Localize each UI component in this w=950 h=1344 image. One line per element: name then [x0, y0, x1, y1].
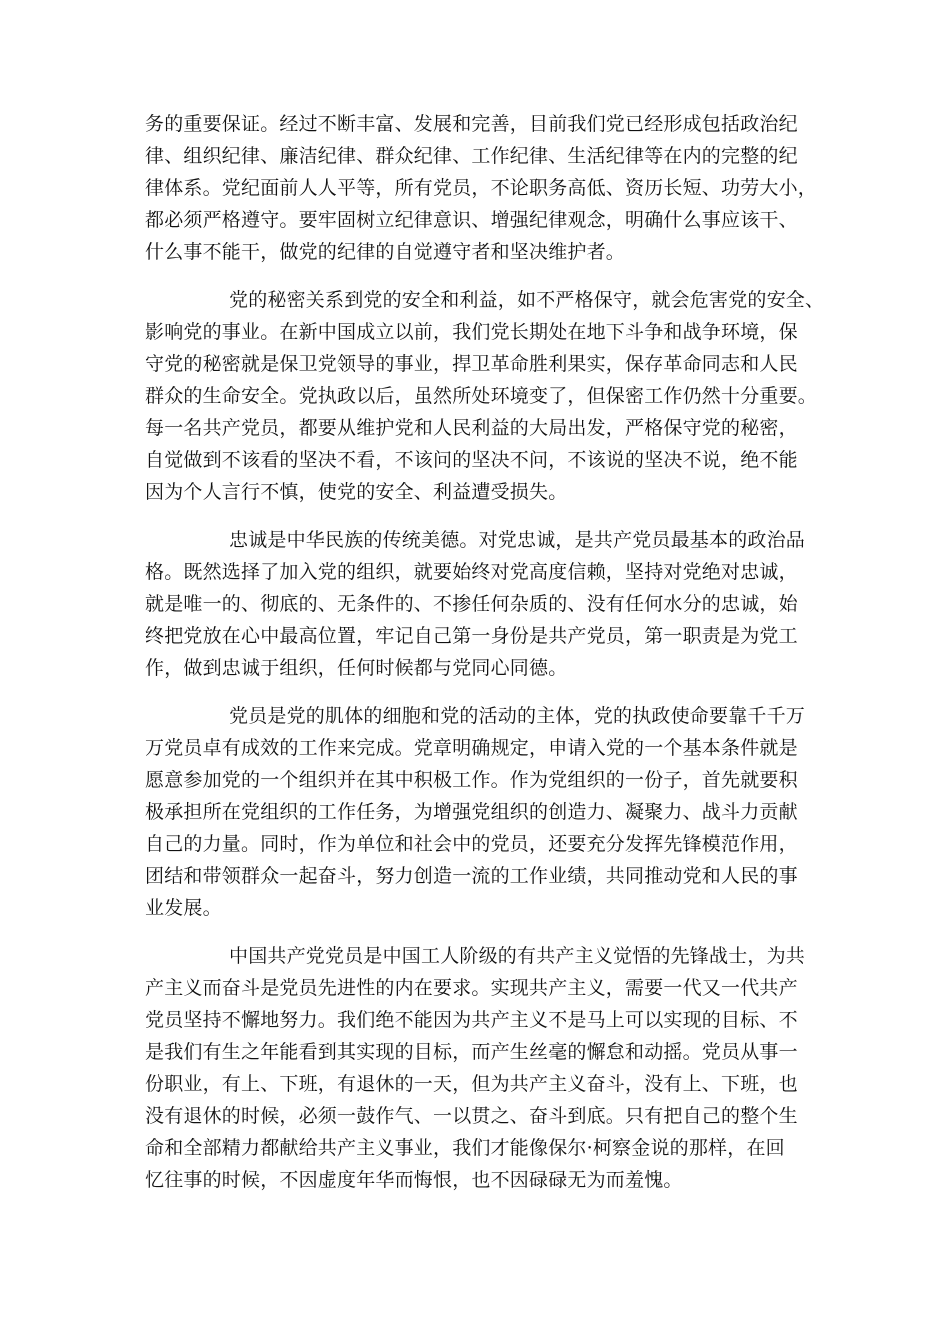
- text-line: 律、组织纪律、廉洁纪律、群众纪律、工作纪律、生活纪律等在内的完整的纪: [145, 145, 798, 167]
- text-line: 自觉做到不该看的坚决不看，不该问的坚决不问，不该说的坚决不说，绝不能: [145, 449, 798, 471]
- text-line: 格。既然选择了加入党的组织，就要始终对党高度信赖，坚持对党绝对忠诚，: [145, 561, 798, 583]
- text-line: 党员坚持不懈地努力。我们绝不能因为共产主义不是马上可以实现的目标、不: [145, 1009, 798, 1031]
- text-line: 守党的秘密就是保卫党领导的事业，捍卫革命胜利果实，保存革命同志和人民: [145, 353, 798, 375]
- text-line: 群众的生命安全。党执政以后，虽然所处环境变了，但保密工作仍然十分重要。: [145, 385, 818, 407]
- text-line: 团结和带领群众一起奋斗，努力创造一流的工作业绩，共同推动党和人民的事: [145, 865, 798, 887]
- text-line: 就是唯一的、彻底的、无条件的、不掺任何杂质的、没有任何水分的忠诚，始: [145, 593, 798, 615]
- text-line: 务的重要保证。经过不断丰富、发展和完善，目前我们党已经形成包括政治纪: [145, 113, 798, 135]
- text-line: 影响党的事业。在新中国成立以前，我们党长期处在地下斗争和战争环境，保: [145, 321, 798, 343]
- text-line: 中国共产党党员是中国工人阶级的有共产主义觉悟的先锋战士，为共: [229, 945, 806, 967]
- text-line: 极承担所在党组织的工作任务，为增强党组织的创造力、凝聚力、战斗力贡献: [145, 801, 798, 823]
- text-line: 忠诚是中华民族的传统美德。对党忠诚，是共产党员最基本的政治品: [229, 529, 806, 551]
- document-body: [145, 108, 825, 1196]
- text-line: 因为个人言行不慎，使党的安全、利益遭受损失。: [145, 481, 568, 503]
- text-line: 作，做到忠诚于组织，任何时候都与党同心同德。: [145, 657, 568, 679]
- text-line: 党的秘密关系到党的安全和利益，如不严格保守，就会危害党的安全、: [229, 289, 825, 311]
- text-line: 业发展。: [145, 897, 222, 919]
- text-line: 万党员卓有成效的工作来完成。党章明确规定，申请入党的一个基本条件就是: [145, 737, 798, 759]
- text-line: 没有退休的时候，必须一鼓作气、一以贯之、奋斗到底。只有把自己的整个生: [145, 1105, 798, 1127]
- text-line: 自己的力量。同时，作为单位和社会中的党员，还要充分发挥先锋模范作用，: [145, 833, 798, 855]
- text-line: 什么事不能干，做党的纪律的自觉遵守者和坚决维护者。: [145, 241, 626, 263]
- text-line: 命和全部精力都献给共产主义事业，我们才能像保尔·柯察金说的那样，在回: [145, 1137, 785, 1159]
- text-line: 忆往事的时候，不因虚度年华而悔恨，也不因碌碌无为而羞愧。: [145, 1169, 683, 1191]
- paragraph-discipline: [145, 108, 818, 268]
- paragraph-communism: [145, 940, 815, 1196]
- text-line: 是我们有生之年能看到其实现的目标，而产生丝毫的懈怠和动摇。党员从事一: [145, 1041, 798, 1063]
- text-line: 产主义而奋斗是党员先进性的内在要求。实现共产主义，需要一代又一代共产: [145, 977, 798, 999]
- text-line: 终把党放在心中最高位置，牢记自己第一身份是共产党员，第一职责是为党工: [145, 625, 798, 647]
- text-line: 党员是党的肌体的细胞和党的活动的主体，党的执政使命要靠千千万: [229, 705, 806, 727]
- paragraph-organization: [145, 700, 815, 924]
- text-line: 每一名共产党员，都要从维护党和人民利益的大局出发，严格保守党的秘密，: [145, 417, 798, 439]
- text-line: 律体系。党纪面前人人平等，所有党员，不论职务高低、资历长短、功劳大小，: [145, 177, 818, 199]
- paragraph-secrets: [145, 284, 825, 508]
- text-line: 愿意参加党的一个组织并在其中积极工作。作为党组织的一份子，首先就要积: [145, 769, 798, 791]
- paragraph-loyalty: [145, 524, 815, 684]
- text-line: 份职业，有上、下班，有退休的一天，但为共产主义奋斗，没有上、下班，也: [145, 1073, 798, 1095]
- text-line: 都必须严格遵守。要牢固树立纪律意识、增强纪律观念，明确什么事应该干、: [145, 209, 798, 231]
